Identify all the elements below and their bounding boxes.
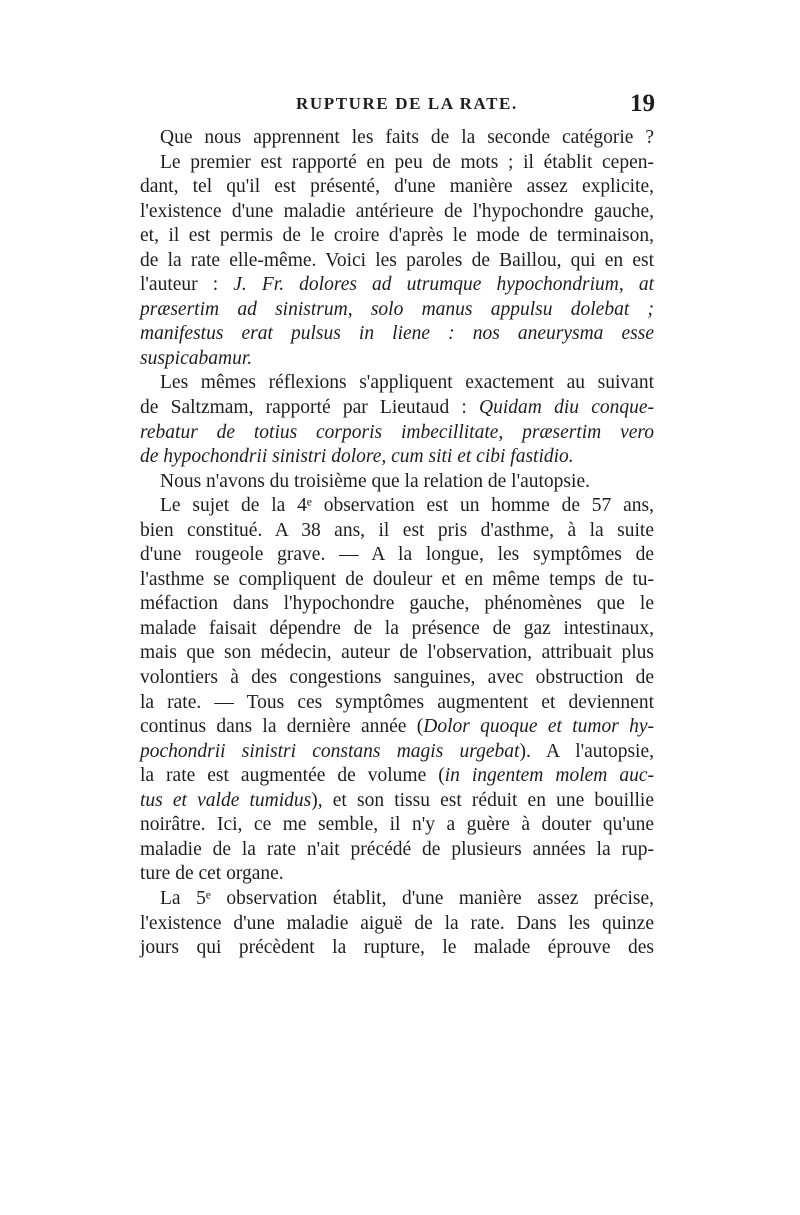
text-line	[140, 887, 654, 912]
text-line	[140, 691, 654, 716]
italic-text-segment: rebatur de totius corporis imbecillitate, præsertim vero	[140, 421, 654, 443]
text-segment: ), et son tissu est réduit en une bouillie	[311, 789, 654, 811]
text-segment: de la rate elle-même. Voici les paroles de Baillou, qui en est	[140, 249, 654, 271]
text-line	[140, 789, 654, 814]
text-segment: volontiers à des congestions sanguines, avec obstruction de	[140, 667, 654, 689]
text-line	[140, 470, 654, 495]
text-segment: l'existence d'une maladie aiguë de la rate. Dans les quinze	[140, 912, 654, 934]
text-line	[140, 740, 654, 765]
text-line	[140, 641, 654, 666]
text-segment: maladie de la rate n'ait précédé de plusieurs années la rup-	[140, 838, 654, 860]
italic-text-segment: in ingentem molem auc-	[444, 765, 654, 787]
text-line	[140, 371, 654, 396]
text-segment: noirâtre. Ici, ce me semble, il n'y a guère à douter qu'une	[140, 814, 654, 836]
text-line	[140, 445, 654, 470]
text-segment: Que nous apprennent les faits de la seconde catégorie ?	[160, 127, 654, 148]
italic-text-segment: de hypochondrii sinistri dolore, cum siti et cibi fastidio.	[140, 446, 574, 468]
text-segment: bien constitué. A 38 ans, il est pris d'asthme, à la suite	[140, 519, 654, 541]
text-segment: malade faisait dépendre de la présence de gaz intestinaux,	[140, 617, 654, 639]
text-segment: de Saltzmam, rapporté par Lieutaud :	[140, 397, 480, 419]
italic-text-segment: tus et valde tumidus	[140, 789, 312, 811]
text-segment: la rate. — Tous ces symptômes augmentent et deviennent	[140, 691, 654, 713]
text-segment: l'existence d'une maladie antérieure de l'hypochondre gauche,	[140, 200, 654, 222]
text-line	[140, 224, 654, 249]
text-segment: d'une rougeole grave. — A la longue, les symptômes de	[140, 544, 654, 566]
italic-text-segment: J. Fr. dolores ad utrumque hypochondrium, at	[233, 274, 654, 296]
text-line	[140, 666, 654, 691]
text-segment: jours qui précèdent la rupture, le malade éprouve des	[140, 937, 654, 959]
text-line	[140, 715, 654, 740]
text-segment: mais que son médecin, auteur de l'observation, attribuait plus	[140, 642, 654, 664]
text-line	[140, 592, 654, 617]
text-segment: méfaction dans l'hypochondre gauche, phénomènes que le	[140, 593, 654, 615]
italic-text-segment: manifestus erat pulsus in liene : nos aneurysma esse	[140, 323, 654, 345]
text-segment: Nous n'avons du troisième que la relation de l'autopsie.	[160, 470, 590, 492]
text-line	[140, 347, 654, 372]
page-number: 19	[630, 90, 655, 117]
text-line	[140, 200, 654, 225]
body-text	[140, 126, 654, 961]
text-segment: ). A l'autopsie,	[519, 740, 654, 762]
text-segment: La 5ᵉ observation établit, d'une manière assez précise,	[160, 887, 654, 909]
text-line	[140, 568, 654, 593]
text-line	[140, 813, 654, 838]
italic-text-segment: Dolor quoque et tumor hy-	[423, 716, 654, 738]
text-segment: ture de cet organe.	[140, 863, 284, 885]
text-segment: l'asthme se compliquent de douleur et en même temps de tu-	[140, 568, 654, 590]
text-line	[140, 298, 654, 323]
text-line	[140, 912, 654, 937]
text-line	[140, 421, 654, 446]
italic-text-segment: suspicabamur.	[140, 347, 253, 369]
text-segment: la rate est augmentée de volume (	[140, 765, 445, 787]
text-segment: Le sujet de la 4ᵉ observation est un homme de 57 ans,	[160, 495, 654, 517]
text-line	[140, 936, 654, 961]
text-line	[140, 494, 654, 519]
italic-text-segment: pochondrii sinistri constans magis urgebat	[140, 740, 520, 762]
text-segment: Les mêmes réflexions s'appliquent exactement au suivant	[160, 372, 654, 394]
text-line	[140, 151, 654, 176]
text-line	[140, 617, 654, 642]
text-line	[140, 249, 654, 274]
italic-text-segment: præsertim ad sinistrum, solo manus appulsu dolebat ;	[140, 298, 654, 320]
text-line	[140, 322, 654, 347]
italic-text-segment: Quidam diu conque-	[479, 397, 654, 419]
text-line	[140, 175, 654, 200]
text-line	[140, 126, 654, 151]
text-line	[140, 862, 654, 887]
text-line	[140, 764, 654, 789]
text-line	[140, 396, 654, 421]
text-segment: dant, tel qu'il est présenté, d'une manière assez explicite,	[140, 176, 654, 198]
text-line	[140, 838, 654, 863]
text-segment: Le premier est rapporté en peu de mots ; il établit cepen-	[160, 151, 654, 173]
text-segment: continus dans la dernière année (	[140, 716, 424, 738]
text-line	[140, 543, 654, 568]
text-line	[140, 519, 654, 544]
running-head	[0, 90, 800, 124]
text-line	[140, 273, 654, 298]
running-title: RUPTURE DE LA RATE.	[296, 94, 518, 113]
text-segment: l'auteur :	[140, 274, 234, 296]
text-segment: et, il est permis de le croire d'après le mode de terminaison,	[140, 225, 654, 247]
